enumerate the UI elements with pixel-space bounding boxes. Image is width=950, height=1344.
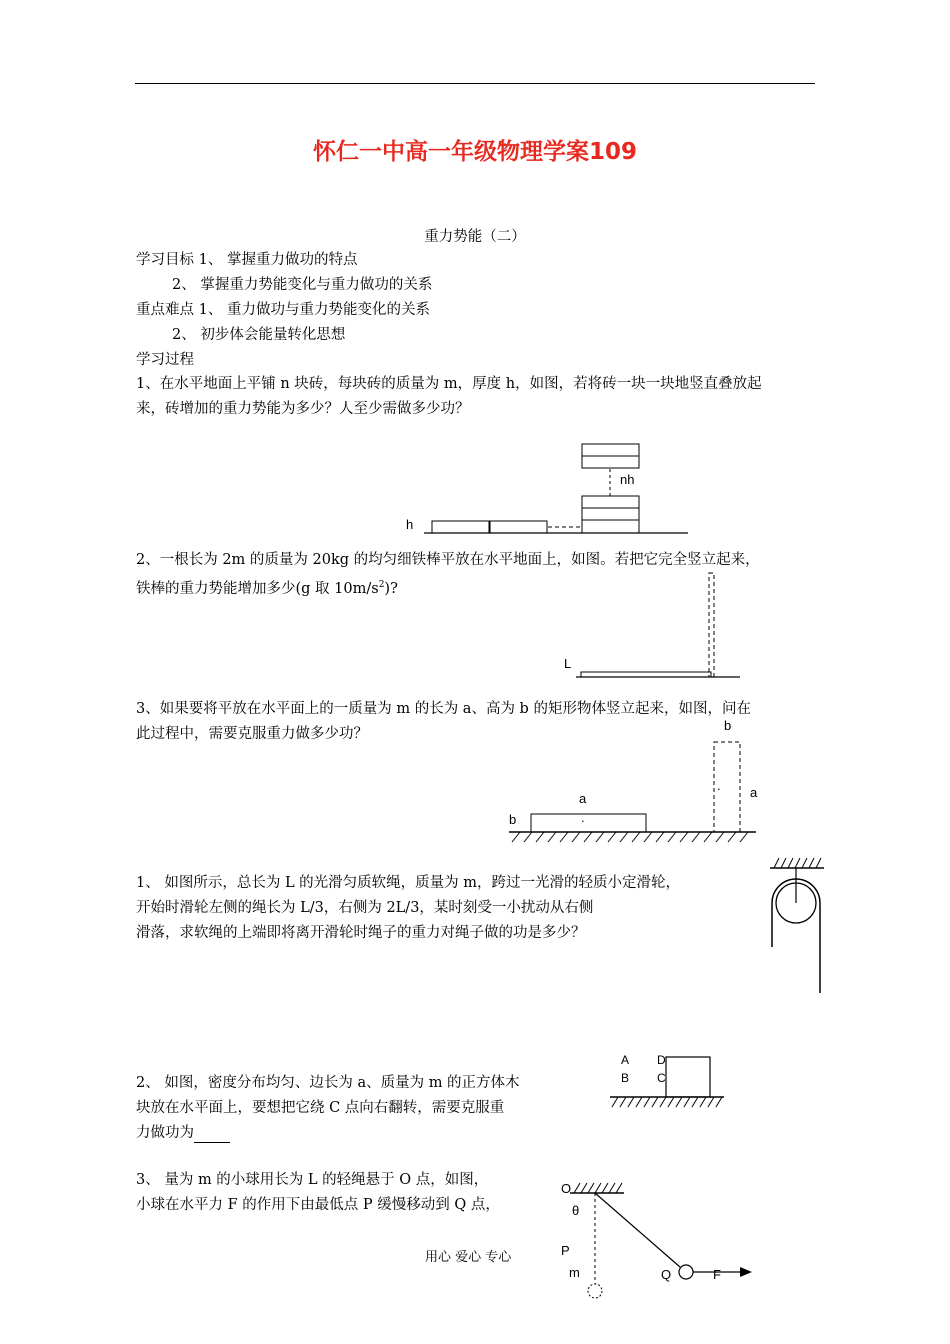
- question-2-line-1: 2、 如图，密度分布均匀、边长为 a、质量为 m 的正方体木: [136, 1075, 520, 1091]
- problem-3-line-2: 此过程中，需要克服重力做多少功？: [136, 726, 368, 742]
- objective-2: 2、 掌握重力势能变化与重力做功的关系: [172, 277, 433, 293]
- label-F: F: [713, 1267, 721, 1282]
- question-3-line-1: 3、 量为 m 的小球用长为 L 的轻绳悬于 O 点，如图，: [136, 1172, 489, 1188]
- label-b-flat: b: [509, 812, 517, 827]
- label-h: h: [406, 517, 414, 532]
- flat-brick-1: [432, 521, 489, 533]
- page-title: 怀仁一中高一年级物理学案109: [312, 139, 637, 165]
- problem-2-line-2: 铁棒的重力势能增加多少(g 取 $10m/s^2$)?: [136, 580, 398, 597]
- objective-1: 学习目标 1、 掌握重力做功的特点: [136, 252, 358, 268]
- pendulum-ceiling-hatch: [574, 1183, 622, 1193]
- cube-label-C: C: [657, 1071, 666, 1085]
- label-a-flat: a: [579, 791, 587, 806]
- process-heading: 学习过程: [136, 352, 194, 368]
- flat-brick-2: [490, 521, 547, 533]
- question-1-line-2: 开始时滑轮左侧的绳长为 L/3，右侧为 2L/3，某时刻受一小扰动从右侧: [136, 900, 594, 916]
- ball-at-P: [588, 1284, 602, 1298]
- pulley-ceiling-hatch: [774, 858, 821, 868]
- center-dot-flat: .: [581, 810, 585, 825]
- lesson-subtitle: 重力势能（二）: [424, 229, 526, 245]
- pulley-wheel: [776, 883, 816, 923]
- flat-rod: [581, 672, 711, 677]
- rect-ground-hatch: [512, 832, 748, 842]
- question-1-line-1: 1、 如图所示，总长为 L 的光滑匀质软绳，质量为 m，跨过一光滑的轻质小定滑轮，: [136, 875, 681, 891]
- key-point-1: 重点难点 1、 重力做功与重力势能变化的关系: [136, 302, 430, 318]
- header-rule: [135, 83, 815, 84]
- answer-blank: [194, 1128, 230, 1143]
- question-3-line-2: 小球在水平力 F 的作用下由最低点 P 缓慢移动到 Q 点，: [136, 1197, 500, 1213]
- vertical-rod: [709, 573, 714, 677]
- ball-at-Q: [679, 1265, 693, 1279]
- cube-label-D: D: [657, 1053, 666, 1067]
- problem-2-line-1: 2、一根长为 2m 的质量为 20kg 的均匀细铁棒平放在水平地面上，如图。若把它完全竖立起来，: [136, 552, 760, 568]
- question-2-line-3: 力做功为: [136, 1123, 230, 1143]
- key-point-2: 2、 初步体会能量转化思想: [172, 327, 346, 343]
- rope-to-Q: [595, 1193, 680, 1267]
- center-dot-upright: .: [717, 778, 721, 793]
- problem-1-line-1: 1、在水平地面上平铺 n 块砖，每块砖的质量为 m，厚度 h，如图，若将砖一块一块地竖直叠放起: [136, 376, 762, 392]
- label-a-right: a: [750, 785, 758, 800]
- label-P: P: [561, 1243, 570, 1258]
- label-b-top: b: [724, 718, 732, 733]
- label-L: L: [564, 656, 572, 671]
- rope: [772, 879, 820, 993]
- footer-motto: 用心 爱心 专心: [425, 1250, 512, 1265]
- question-1-line-3: 滑落，求软绳的上端即将离开滑轮时绳子的重力对绳子做的功是多少？: [136, 925, 586, 941]
- label-Q: Q: [661, 1267, 672, 1282]
- label-m: m: [569, 1265, 580, 1280]
- label-nh: nh: [620, 472, 635, 487]
- label-theta: θ: [572, 1203, 580, 1218]
- flat-rectangle: [531, 814, 646, 832]
- force-arrowhead: [740, 1267, 752, 1277]
- top-bricks: [582, 444, 639, 468]
- stacked-bricks: [582, 496, 639, 533]
- label-O: O: [561, 1181, 572, 1196]
- cube-label-B: B: [621, 1071, 630, 1085]
- cube: [666, 1057, 710, 1097]
- cube-label-A: A: [621, 1053, 630, 1067]
- problem-3-line-1: 3、如果要将平放在水平面上的一质量为 m 的长为 a、高为 b 的矩形物体竖立起来，如图，问在: [136, 701, 751, 717]
- problem-1-line-2: 来，砖增加的重力势能为多少？人至少需做多少功？: [136, 401, 470, 417]
- cube-ground-hatch: [612, 1097, 722, 1107]
- question-2-line-2: 块放在水平面上，要想把它绕 C 点向右翻转，需要克服重: [136, 1100, 505, 1116]
